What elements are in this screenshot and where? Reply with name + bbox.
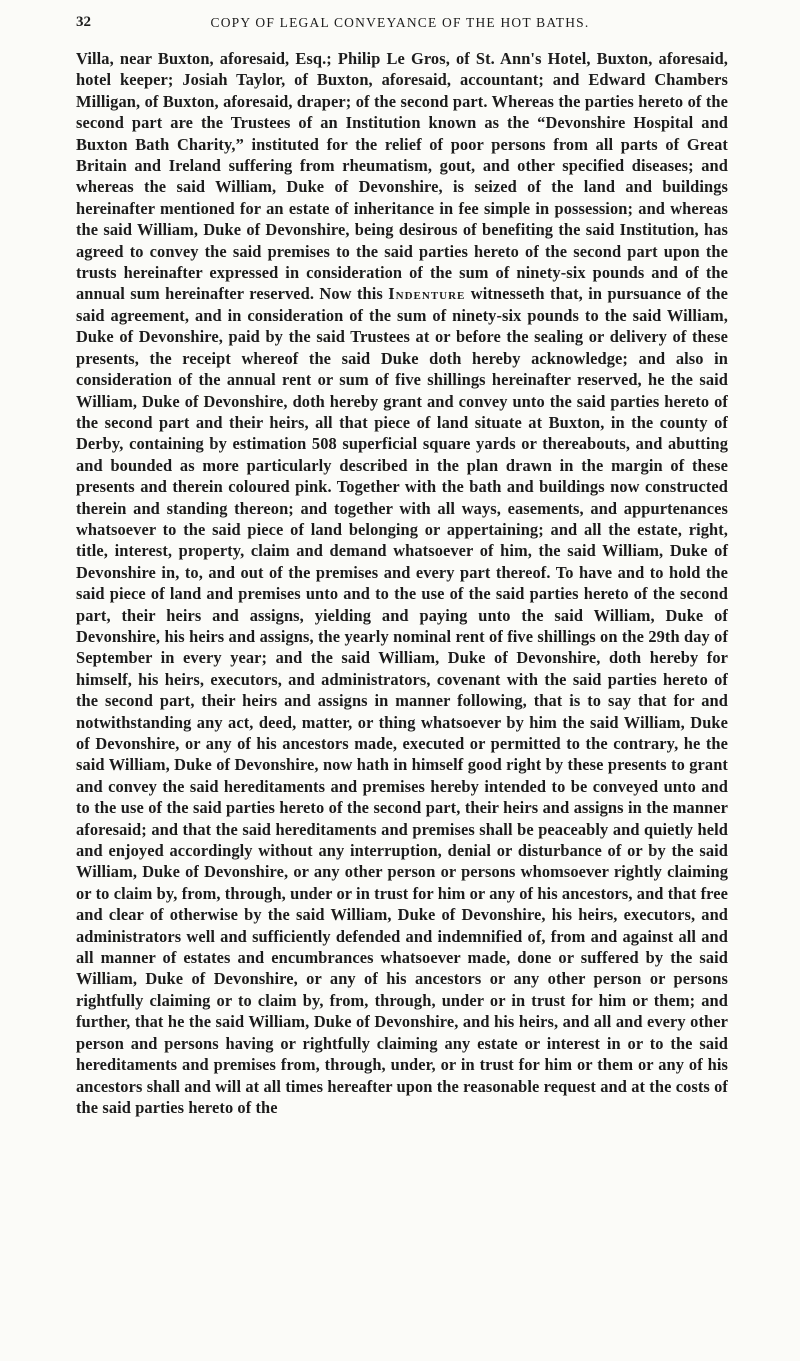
page-header [76, 14, 724, 36]
body-text-part-2: witnesseth that, in pursuance of the said agreement, and in consideration of the sum of ninety-six pounds to the said William, Duke of Devonshire, paid by the said Trustees at or before the sealing or delivery of these presents, the receipt whereof the said Duke doth hereby acknowledge; and also in consideration of the annual rent or sum of five shillings hereinafter reserved, he the said William, Duke of Devonshire, doth hereby grant and convey unto the said parties hereto of the second part and their heirs, all that piece of land situate at Buxton, in the county of Derby, containing by estimation 508 superficial square yards or thereabouts, and abutting and bounded as more particularly described in the plan drawn in the margin of these presents and therein coloured pink. Together with the bath and buildings now constructed therein and standing thereon; and together with all ways, easements, and appurtenances whatsoever to the said piece of land belonging or appertaining; and all the estate, right, title, interest, property, claim and demand whatsoever of him, the said William, Duke of Devonshire in, to, and out of the premises and every part thereof. To have and to hold the said piece of land and premises unto and to the use of the said parties hereto of the second part, their heirs and assigns, yielding and paying unto the said William, Duke of Devonshire, his heirs and assigns, the yearly nominal rent of five shillings on the 29th day of September in every year; and the said William, Duke of Devonshire, doth hereby for himself, his heirs, executors, and administrators, covenant with the said parties hereto of the second part, their heirs and assigns in manner following, that is to say that for and notwithstanding any act, deed, matter, or thing whatsoever by him the said William, Duke of Devonshire, or any of his ancestors made, executed or permitted to the contrary, he the said William, Duke of Devonshire, now hath in himself good right by these presents to grant and convey the said hereditaments and premises hereby intended to be conveyed unto and to the use of the said parties hereto of the second part, their heirs and assigns in the manner aforesaid; and that the said hereditaments and premises shall be peaceably and quietly held and enjoyed accordingly without any interruption, denial or disturbance of or by the said William, Duke of Devonshire, or any other person or persons whomsoever rightly claiming or to claim by, from, through, under or in trust for him or any of his ancestors, and that free and clear of otherwise by the said William, Duke of Devonshire, his heirs, executors, and administrators well and sufficiently defended and indemnified of, from and against all and all manner of estates and encumbrances whatsoever made, done or suffered by the said William, Duke of Devonshire, or any of his ancestors or any other person or persons rightfully claiming or to claim by, from, through, under or in trust for him or them; and further, that he the said William, Duke of Devonshire, and his heirs, and all and every other person and persons having or rightfully claiming any estate or interest in or to the said hereditaments and premises from, through, under, or in trust for him or them or any of his ancestors shall and will at all times hereafter upon the reasonable request and at the costs of the said parties hereto of the [76, 284, 729, 1117]
body-text-part-1: Villa, near Buxton, aforesaid, Esq.; Philip Le Gros, of St. Ann's Hotel, Buxton, aforesaid, hotel keeper; Josiah Taylor, of Buxton, aforesaid, accountant; and Edward Chambers Milligan, of Buxton, aforesaid, draper; of the second part. Whereas the parties hereto of the second part are the Trustees of an Institution known as the “Devonshire Hospital and Buxton Bath Charity,” instituted for the relief of poor persons from all parts of Great Britain and Ireland suffering from rheumatism, gout, and other specified diseases; and whereas the said William, Duke of Devonshire, is seized of the land and buildings hereinafter mentioned for an estate of inheritance in fee simple in possession; and whereas the said William, Duke of Devonshire, being desirous of benefiting the said Institution, has agreed to convey the said premises to the said parties hereto of the second part upon the trusts hereinafter expressed in consideration of the sum of ninety-six pounds and of the annual sum hereinafter reserved. Now this [76, 49, 728, 304]
running-head: COPY OF LEGAL CONVEYANCE OF THE HOT BATHS. [210, 15, 590, 30]
indenture-word: Indenture [388, 284, 466, 304]
page-number: 32 [76, 14, 91, 30]
body-paragraph [76, 48, 728, 1118]
